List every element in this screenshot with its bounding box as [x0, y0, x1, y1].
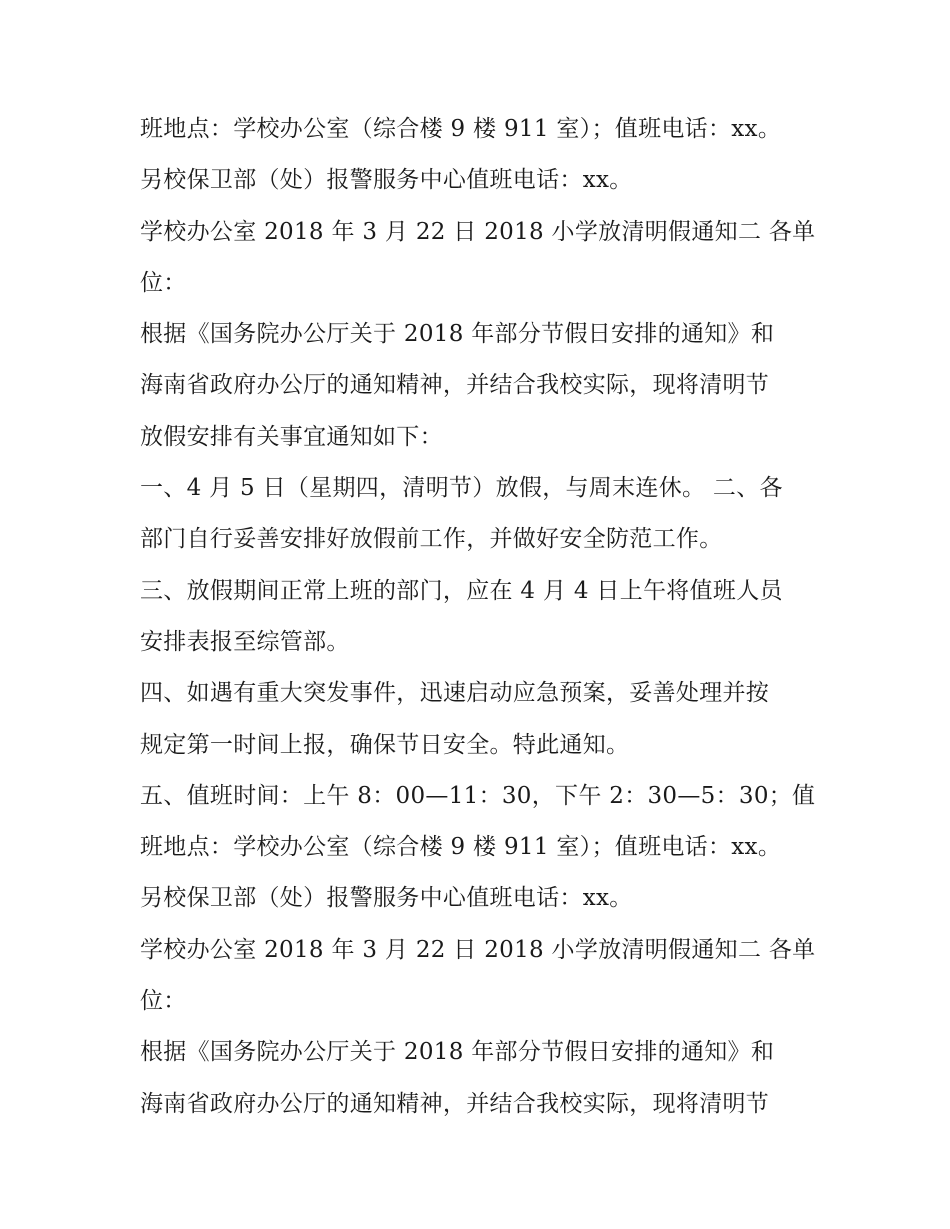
text-line: 规定第一时间上报，确保节日安全。特此通知。 — [140, 731, 630, 758]
text-line: 三、放假期间正常上班的部门，应在 4 月 4 日上午将值班人员 — [140, 577, 783, 604]
text-line: 部门自行妥善安排好放假前工作，并做好安全防范工作。 — [140, 526, 723, 553]
text-line: 另校保卫部（处）报警服务中心值班电话：xx。 — [140, 167, 633, 194]
text-line: 班地点：学校办公室（综合楼 9 楼 911 室）；值班电话：xx。 — [140, 834, 782, 861]
text-line: 根据《国务院办公厅关于 2018 年部分节假日安排的通知》和 — [140, 1039, 775, 1066]
text-line: 四、如遇有重大突发事件，迅速启动应急预案，妥善处理并按 — [140, 680, 770, 707]
document-body — [140, 104, 840, 1130]
text-line: 安排表报至综管部。 — [140, 628, 350, 655]
text-line: 学校办公室 2018 年 3 月 22 日 2018 小学放清明假通知二 各单 — [140, 218, 816, 245]
text-line: 班地点：学校办公室（综合楼 9 楼 911 室）；值班电话：xx。 — [140, 116, 782, 142]
text-line: 另校保卫部（处）报警服务中心值班电话：xx。 — [140, 885, 633, 912]
text-line: 位： — [140, 269, 187, 296]
text-line: 一、4 月 5 日（星期四，清明节）放假，与周末连休。 二、各 — [140, 475, 783, 502]
text-line: 海南省政府办公厅的通知精神，并结合我校实际，现将清明节 — [140, 372, 770, 399]
text-line: 学校办公室 2018 年 3 月 22 日 2018 小学放清明假通知二 各单 — [140, 936, 816, 963]
text-line: 根据《国务院办公厅关于 2018 年部分节假日安排的通知》和 — [140, 321, 775, 348]
text-line: 位： — [140, 988, 187, 1015]
text-line: 放假安排有关事宜通知如下： — [140, 423, 443, 450]
text-line: 海南省政府办公厅的通知精神，并结合我校实际，现将清明节 — [140, 1090, 770, 1117]
text-line: 五、值班时间：上午 8：00—11：30，下午 2：30—5：30；值 — [140, 782, 816, 809]
